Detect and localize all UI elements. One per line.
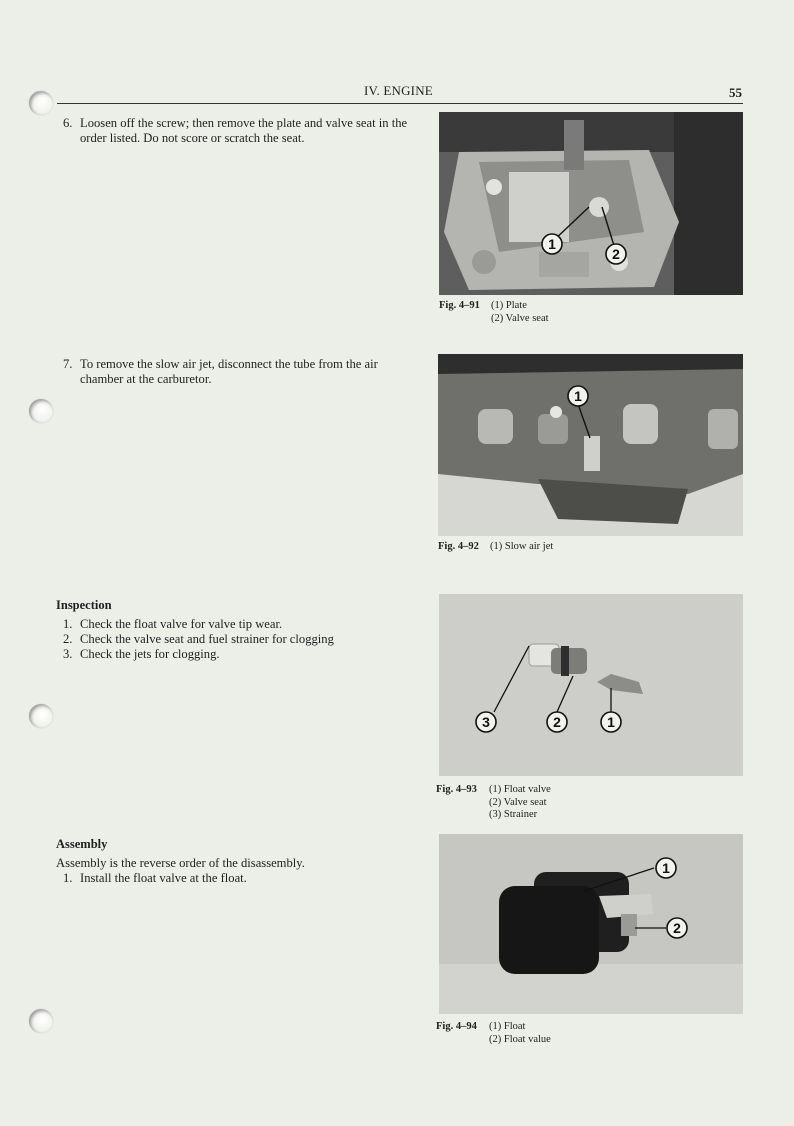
item-text: Check the jets for clogging. (80, 647, 220, 661)
figure-label: Fig. 4–94 (436, 1021, 477, 1032)
caption-item: (1) Slow air jet (490, 541, 554, 552)
figure-label: Fig. 4–92 (438, 541, 479, 552)
list-item (63, 617, 334, 632)
figure-4-92-caption (438, 541, 553, 554)
header-divider (57, 103, 743, 104)
assembly-intro: Assembly is the reverse order of the disassembly. (56, 856, 305, 870)
item-number: 3. (63, 647, 73, 661)
figure-4-93-caption (436, 784, 551, 822)
step-text: Loosen off the screw; then remove the plate and valve seat in the order listed. Do not score or scratch the seat. (80, 116, 408, 145)
figure-4-92-photo (438, 354, 743, 536)
list-item (63, 871, 247, 886)
step-7 (63, 357, 408, 387)
figure-4-91-photo (439, 112, 743, 295)
binder-hole (29, 704, 53, 728)
figure-4-93-photo (439, 594, 743, 776)
binder-hole (29, 399, 53, 423)
step-number: 6. (63, 116, 73, 130)
caption-item: (2) Valve seat (491, 312, 549, 324)
caption-item: (1) Float valve (489, 784, 551, 795)
item-text: Check the float valve for valve tip wear. (80, 617, 283, 631)
figure-4-91-caption (439, 300, 549, 325)
callout-label: 2 (612, 246, 620, 262)
step-6 (63, 116, 408, 146)
figure-label: Fig. 4–93 (436, 784, 477, 795)
binder-hole (29, 91, 53, 115)
caption-item: (1) Plate (491, 300, 527, 311)
callout-label: 1 (548, 236, 556, 252)
caption-item: (3) Strainer (489, 809, 538, 820)
caption-item: (2) Valve seat (489, 796, 547, 808)
step-number: 7. (63, 357, 73, 371)
callout-label: 3 (482, 714, 490, 730)
list-item (63, 632, 334, 647)
caption-item: (1) Float (489, 1021, 526, 1032)
figure-label: Fig. 4–91 (439, 300, 480, 311)
caption-item: (2) Float value (489, 1033, 551, 1045)
inspection-list (63, 617, 334, 662)
assembly-heading: Assembly (56, 837, 108, 851)
assembly-list (63, 871, 247, 886)
callout-label: 1 (662, 860, 670, 876)
figure-4-94-photo (439, 834, 743, 1014)
item-number: 2. (63, 632, 73, 646)
callout-label: 1 (607, 714, 615, 730)
section-header: IV. ENGINE (364, 83, 433, 98)
page-number: 55 (729, 85, 742, 100)
item-text: Check the valve seat and fuel strainer for clogging (80, 632, 334, 646)
item-text: Install the float valve at the float. (80, 871, 247, 885)
inspection-heading: Inspection (56, 598, 112, 612)
item-number: 1. (63, 617, 73, 631)
step-text: To remove the slow air jet, disconnect the tube from the air chamber at the carburetor. (80, 357, 378, 386)
figure-4-94-caption (436, 1021, 551, 1046)
binder-hole (29, 1009, 53, 1033)
callout-label: 2 (673, 920, 681, 936)
callout-label: 2 (553, 714, 561, 730)
callout-label: 1 (574, 388, 582, 404)
list-item (63, 647, 334, 662)
item-number: 1. (63, 871, 73, 885)
